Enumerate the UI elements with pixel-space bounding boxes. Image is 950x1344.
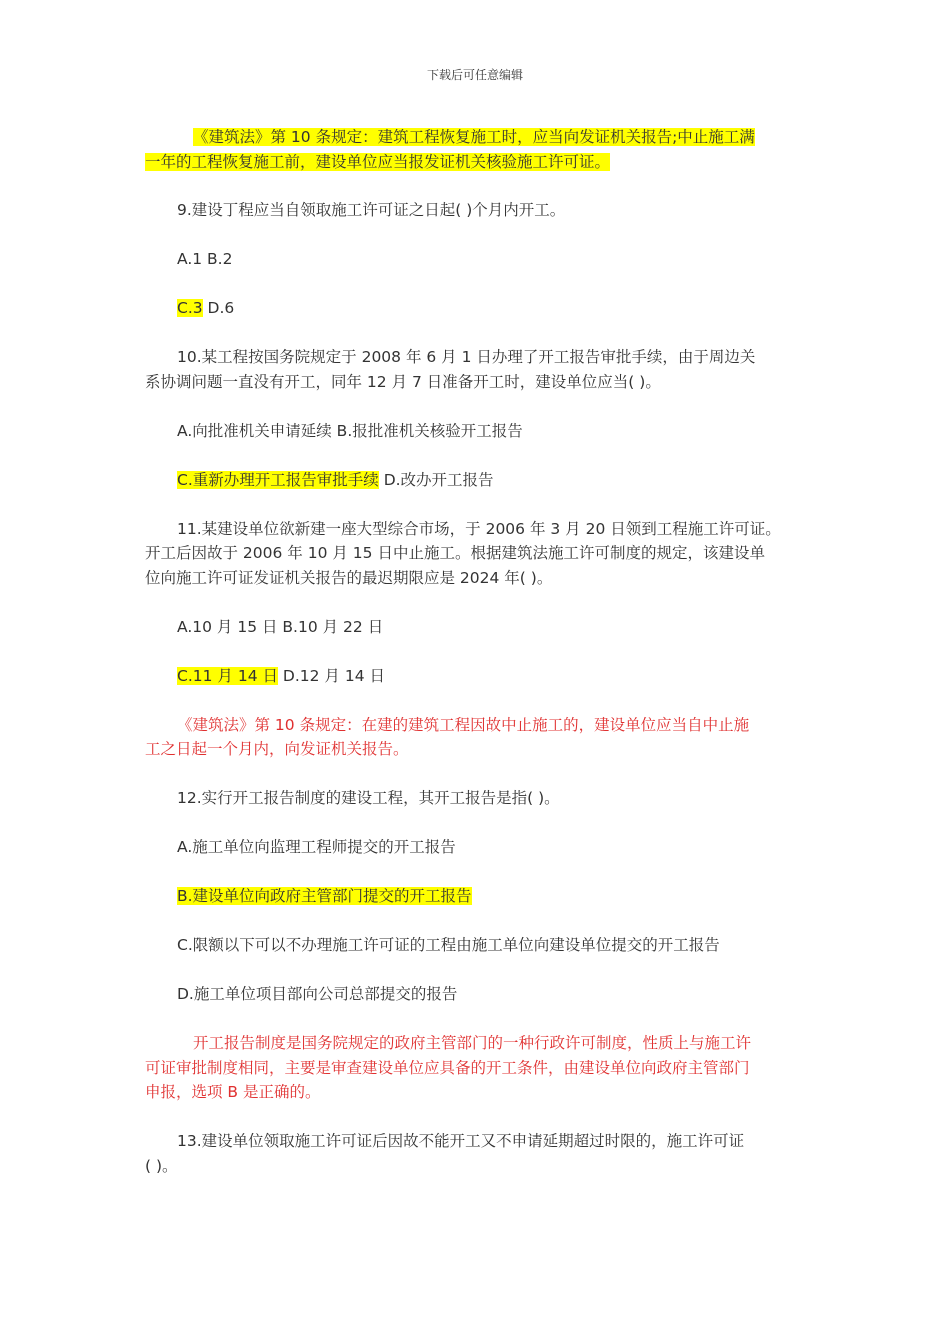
document-body xyxy=(145,125,805,1178)
question-13 xyxy=(145,1129,805,1178)
q12-option-a: A.施工单位向监理工程师提交的开工报告 xyxy=(177,838,456,856)
page-header: 下载后可任意编辑 xyxy=(426,68,523,82)
q12-note-line2: 可证审批制度相同，主要是审查建设单位应具备的开工条件，由建设单位向政府主管部门 xyxy=(145,1058,750,1077)
q9-option-d: D.6 xyxy=(202,299,235,317)
q10-options-ab: A.向批准机关申请延续 B.报批准机关核验开工报告 xyxy=(177,421,523,440)
q11-note-line1: 《建筑法》第 10 条规定：在建的建筑工程因故中止施工的，建设单位应当自中止施 xyxy=(177,715,750,734)
q11-line3: 位向施工许可证发证机关报告的最迟期限应是 2024 年( )。 xyxy=(145,568,553,587)
q10-answer-c: C.重新办理开工报告审批手续 xyxy=(177,470,379,489)
question-9: 9.建设丁程应当自领取施工许可证之日起( )个月内开工。 xyxy=(177,201,566,219)
q13-line2: ( )。 xyxy=(145,1156,178,1175)
question-12: 12.实行开工报告制度的建设工程，其开工报告是指( )。 xyxy=(177,789,560,807)
q11-options-ab: A.10 月 15 日 B.10 月 22 日 xyxy=(177,617,384,636)
q11-answer-c: C.11 月 14 日 xyxy=(177,666,278,685)
q11-explanation xyxy=(145,713,805,762)
q11-option-d: D.12 月 14 日 xyxy=(277,666,386,685)
q11-line2: 开工后因故于 2006 年 10 月 15 日中止施工。根据建筑法施工许可制度的规定，该建设单 xyxy=(145,544,765,562)
note-top-line2: 一年的工程恢复施工前，建设单位应当报发证机关核验施工许可证。 xyxy=(145,152,611,171)
q9-answer-c: C.3 xyxy=(177,299,203,317)
q11-note-line2: 工之日起一个月内，向发证机关报告。 xyxy=(145,740,409,758)
q10-option-d: D.改办开工报告 xyxy=(378,470,494,489)
question-11 xyxy=(145,517,805,591)
q11-options-cd xyxy=(145,664,805,689)
q12-answer-b: B.建设单位向政府主管部门提交的开工报告 xyxy=(177,887,472,905)
q10-line2: 系协调问题一直没有开工，同年 12 月 7 日准备开工时，建设单位应当( )。 xyxy=(145,372,661,391)
question-10 xyxy=(145,345,805,394)
q10-line1: 10.某工程按国务院规定于 2008 年 6 月 1 日办理了开工报告审批手续，由于周边关 xyxy=(177,348,756,366)
q9-options-ab: A.1 B.2 xyxy=(177,250,233,268)
q9-options-cd xyxy=(145,296,805,321)
q13-line1: 13.建设单位领取施工许可证后因故不能开工又不申请延期超过时限的，施工许可证 xyxy=(177,1132,745,1150)
q10-options-cd xyxy=(145,468,805,493)
note-top-line1: 《建筑法》第 10 条规定：建筑工程恢复施工时，应当向发证机关报告;中止施工满 xyxy=(193,128,755,146)
q12-note-line1: 开工报告制度是国务院规定的政府主管部门的一种行政许可制度，性质上与施工许 xyxy=(193,1034,752,1052)
q12-note-line3: 申报，选项 B 是正确的。 xyxy=(145,1083,321,1101)
q11-line1: 11.某建设单位欲新建一座大型综合市场，于 2006 年 3 月 20 日领到工程施工许可证。 xyxy=(177,519,781,538)
q12-option-b-row xyxy=(145,884,805,909)
note-top xyxy=(145,125,805,174)
q12-explanation xyxy=(145,1031,805,1105)
q12-option-d: D.施工单位项目部向公司总部提交的报告 xyxy=(177,985,458,1003)
q12-option-c: C.限额以下可以不办理施工许可证的工程由施工单位向建设单位提交的开工报告 xyxy=(177,936,720,954)
